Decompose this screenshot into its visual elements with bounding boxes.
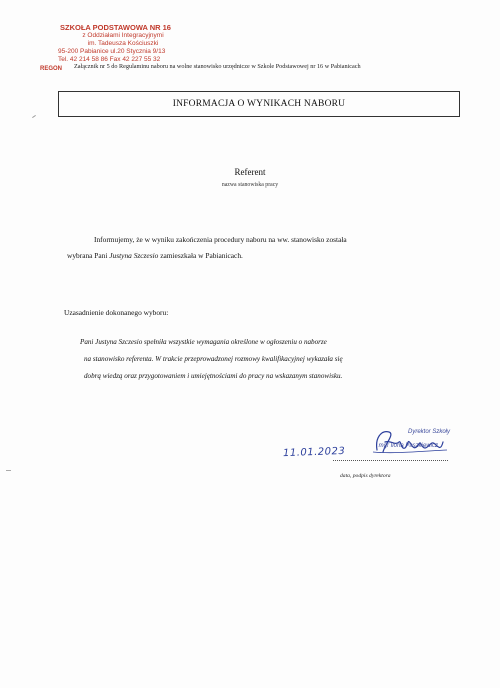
signature-line <box>333 460 448 461</box>
result-prefix: wybrana Pani <box>67 251 110 260</box>
candidate-name: Justyna Szczesio <box>109 251 159 260</box>
director-stamp <box>360 428 450 449</box>
justification-line: dobrą wiedzą oraz przygotowaniem i umiejętnościami do pracy na wskazanym stanowisku. <box>84 372 343 380</box>
signature-scribble <box>355 420 450 460</box>
document-title: INFORMACJA O WYNIKACH NABORU <box>58 91 460 117</box>
school-stamp <box>40 23 188 72</box>
scan-mark-left <box>6 470 11 471</box>
position-caption: nazwa stanowiska pracy <box>221 182 279 188</box>
justification-line: na stanowisko referenta. W trakcie przeprowadzonej rozmowy kwalifikacyjnej wykazała się <box>84 355 343 363</box>
handwritten-date: 11.01.2023 <box>282 445 346 460</box>
annex-note: Załącznik nr 5 do Regulaminu naboru na wolne stanowisko urzędnicze w Szkole Podstawowej nr 16 w Pabianicach <box>74 63 361 70</box>
stamp-patron: im. Tadeusza Kościuszki <box>87 40 159 47</box>
result-suffix: zamieszkała w Pabianicach. <box>158 251 243 260</box>
signature-caption: data, podpis dyrektora <box>340 473 391 479</box>
justification-heading: Uzasadnienie dokonanego wyboru: <box>64 308 169 317</box>
justification-line: Pani Justyna Szczesio spełniła wszystkie wymagania określone w ogłoszeniu o naborze <box>80 338 327 346</box>
director-name: mgr Ilona Paszkiewicz <box>378 443 438 449</box>
result-line-2 <box>67 248 243 264</box>
stamp-school-name: SZKOŁA PODSTAWOWA NR 16 <box>60 23 171 32</box>
stamp-phone: Tel. 42 214 58 86 Fax 42 227 55 32 <box>58 56 161 63</box>
director-title: Dyrektor Szkoły <box>407 429 450 435</box>
scan-mark <box>32 115 36 118</box>
result-line-1: Informujemy, że w wyniku zakończenia procedury naboru na ww. stanowisko została <box>94 235 347 244</box>
stamp-regon: REGON <box>40 66 63 72</box>
position-name: Referent <box>234 167 266 177</box>
stamp-subtitle: z Oddziałami Integracyjnymi <box>82 32 164 39</box>
justification-text <box>80 334 438 385</box>
stamp-address: 95-200 Pabianice ul.20 Stycznia 9/13 <box>58 48 166 55</box>
